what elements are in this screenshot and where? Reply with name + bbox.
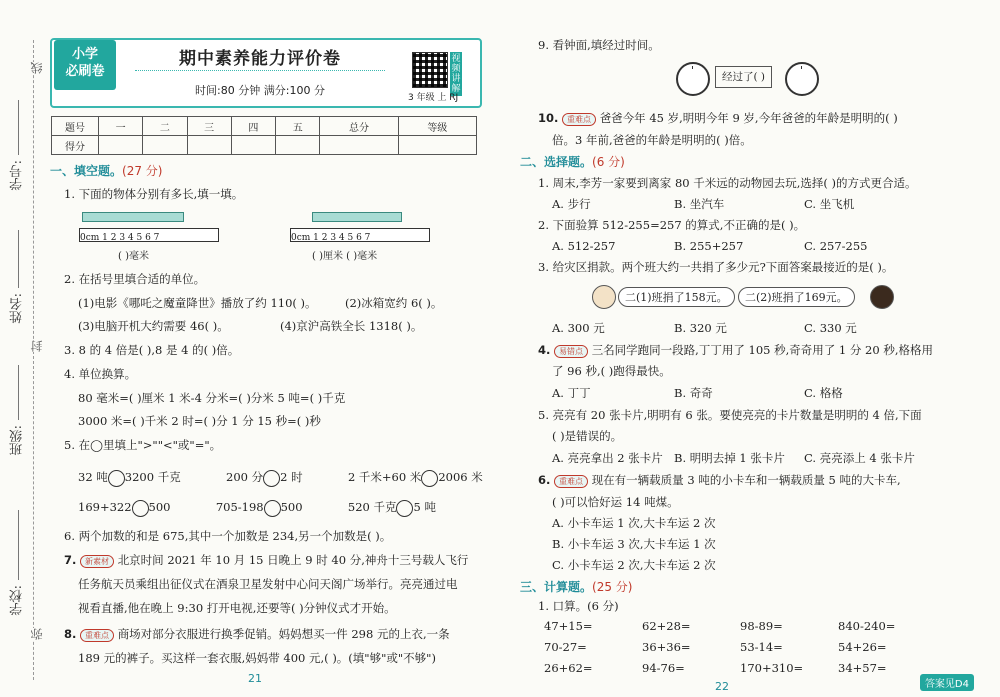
qr-code-icon[interactable]: [412, 52, 448, 88]
score-cell: 一: [99, 117, 143, 136]
choice-6: 6. 重难点 现在有一辆载质量 3 吨的小卡车和一辆载质量 5 吨的大卡车,: [538, 473, 901, 487]
school-label: 学校:: [10, 585, 25, 616]
choice-3-options: [552, 320, 857, 336]
answer-reference-badge: 答案见D4: [920, 674, 974, 691]
question-1: 1. 下面的物体分别有多长,填一填。: [64, 187, 244, 201]
calc-item[interactable]: 36+36=: [642, 640, 691, 654]
question-6[interactable]: 6. 两个加数的和是 675,其中一个加数是 234,另一个加数是( )。: [64, 529, 392, 543]
choice-5: 5. 亮亮有 20 张卡片,明明有 6 张。要使亮亮的卡片数量是明明的 4 倍,下面: [538, 408, 922, 422]
section-2-title: 二、选择题。: [520, 155, 593, 169]
score-input-cell[interactable]: [320, 136, 398, 155]
answer-blank-cm-mm[interactable]: ( )厘米 ( )毫米: [312, 251, 378, 262]
error-prone-tag: 易错点: [554, 345, 588, 358]
option-c[interactable]: C. 亮亮添上 4 张卡片: [804, 451, 915, 465]
ruler-1-labels: 0cm 1 2 3 4 5 6 7: [80, 233, 160, 243]
page-number-left: 21: [248, 672, 262, 685]
page-number-right: 22: [715, 680, 729, 693]
compare-left: 32 吨: [78, 470, 108, 484]
question-10-line-2[interactable]: 倍。3 年前,爸爸的年龄是明明的( )倍。: [552, 133, 752, 147]
section-3-heading: [520, 578, 632, 595]
option-c[interactable]: C. 格格: [804, 386, 843, 400]
new-material-tag: 新素材: [80, 555, 114, 568]
calc-item[interactable]: 62+28=: [642, 619, 691, 633]
time-score-info: 时间:80 分钟 满分:100 分: [195, 84, 325, 97]
question-10-line-1: 爸爸今年 45 岁,明明今年 9 岁,今年爸爸的年龄是明明的( ): [599, 111, 898, 125]
compare-circle[interactable]: [132, 500, 149, 517]
option-a[interactable]: A. 512-257: [552, 239, 616, 253]
question-5: 5. 在◯里填上">""<"或"="。: [64, 438, 222, 452]
calc-row: [544, 639, 887, 655]
compare-right: 3200 千克: [124, 470, 181, 484]
compare-circle[interactable]: [263, 470, 280, 487]
compare-circle[interactable]: [421, 470, 438, 487]
choice-1-options: [552, 196, 854, 212]
score-cell: 四: [231, 117, 275, 136]
section-3-points: (25 分): [592, 580, 633, 594]
calc-item[interactable]: 47+15=: [544, 619, 593, 633]
option-a[interactable]: A. 丁丁: [552, 386, 591, 400]
option-b[interactable]: B. 坐汽车: [674, 197, 725, 211]
brand-line-1: 小学: [71, 47, 98, 62]
student-id-blank[interactable]: [18, 100, 19, 155]
gutter-line-mark: 线: [30, 62, 44, 74]
score-input-cell[interactable]: [231, 136, 275, 155]
score-input-cell[interactable]: [398, 136, 476, 155]
choice-4: 4. 易错点 三名同学跑同一段路,丁丁用了 105 秒,奇奇用了 1 分 20 秒,格格用: [538, 343, 933, 357]
binding-line: [33, 40, 34, 680]
question-9: 9. 看钟面,填经过时间。: [538, 38, 660, 52]
section-2-points: (6 分): [592, 155, 625, 169]
question-8-line-1: 商场对部分衣服进行换季促销。妈妈想买一件 298 元的上衣,一条: [117, 627, 450, 641]
choice-4-line-1: 三名同学跑同一段路,丁丁用了 105 秒,奇奇用了 1 分 20 秒,格格用: [591, 343, 933, 357]
question-2-a[interactable]: (1)电影《哪吒之魔童降世》播放了约 110( )。: [78, 296, 317, 310]
choice-6-line-1: 现在有一辆载质量 3 吨的小卡车和一辆载质量 5 吨的大卡车,: [591, 473, 901, 487]
option-c[interactable]: C. 330 元: [804, 321, 857, 335]
choice-5-options: [552, 450, 915, 466]
gutter-bind-mark: 弥: [30, 628, 44, 640]
compare-left: 705-198: [215, 500, 264, 514]
question-2-c[interactable]: (3)电脑开机大约需要 46( )。: [78, 319, 229, 333]
score-input-cell[interactable]: [99, 136, 143, 155]
name-label: 姓名:: [10, 293, 25, 324]
choice-4-line-2[interactable]: 了 96 秒,( )跑得最快。: [552, 364, 671, 378]
compare-right: 2006 米: [438, 470, 483, 484]
girl-avatar: [870, 285, 894, 309]
elapsed-time-box[interactable]: 经过了( ): [715, 66, 772, 88]
question-4-row-1[interactable]: 80 毫米=( )厘米 1 米-4 分米=( )分米 5 吨=( )千克: [78, 391, 346, 405]
key-difficulty-tag: 重难点: [80, 629, 114, 642]
score-cell: 五: [276, 117, 320, 136]
calc-item[interactable]: 98-89=: [740, 619, 783, 633]
ruler-2-labels: 0cm 1 2 3 4 5 6 7: [291, 233, 371, 243]
choice-2-options: [552, 238, 868, 254]
option-c[interactable]: C. 257-255: [804, 239, 868, 253]
score-cell: 题号: [52, 117, 99, 136]
compare-left: 169+322: [78, 500, 132, 514]
question-2-b[interactable]: (2)冰箱宽约 6( )。: [345, 296, 443, 310]
pencil-image: [312, 212, 402, 222]
compare-left: 520 千克: [347, 500, 397, 514]
class-blank[interactable]: [18, 365, 19, 420]
score-cell: 三: [187, 117, 231, 136]
option-c[interactable]: C. 坐飞机: [804, 197, 855, 211]
question-4: 4. 单位换算。: [64, 367, 137, 381]
compare-row-1: [78, 469, 483, 487]
option-b[interactable]: B. 明明去掉 1 张卡片: [674, 451, 785, 465]
calc-1: 1. 口算。(6 分): [538, 599, 619, 613]
compare-right: 2 时: [280, 470, 303, 484]
question-7-line-2: 任务航天员乘组出征仪式在酒泉卫星发射中心问天阁广场举行。亮亮通过电: [78, 577, 458, 591]
answer-blank-mm[interactable]: ( )毫米: [118, 251, 149, 262]
calc-item[interactable]: 70-27=: [544, 640, 587, 654]
score-table-score-row: [52, 136, 477, 155]
score-cell: 总分: [320, 117, 398, 136]
question-3[interactable]: 3. 8 的 4 倍是( ),8 是 4 的( )倍。: [64, 343, 240, 357]
brand-line-2: 必刷卷: [65, 64, 105, 79]
choice-5-line-2[interactable]: ( )是错误的。: [552, 429, 623, 443]
section-1-points: (27 分): [122, 164, 163, 178]
brand-logo: [54, 40, 116, 90]
score-cell: 等级: [398, 117, 476, 136]
boy-avatar: [592, 285, 616, 309]
compare-circle[interactable]: [264, 500, 281, 517]
compare-circle[interactable]: [396, 500, 413, 517]
compare-left: 2 千米+60 米: [347, 470, 422, 484]
question-2-d[interactable]: (4)京沪高铁全长 1318( )。: [280, 319, 423, 333]
option-b[interactable]: B. 奇奇: [674, 386, 713, 400]
gutter-seal-mark: 封: [30, 340, 44, 352]
question-7-line-1: 北京时间 2021 年 10 月 15 日晚上 9 时 40 分,神舟十三号载人飞行: [117, 553, 469, 567]
key-difficulty-tag: 重难点: [562, 113, 596, 126]
question-7[interactable]: 7. 新素材 北京时间 2021 年 10 月 15 日晚上 9 时 40 分,神舟十三号载人飞行: [64, 553, 469, 567]
question-8-line-2[interactable]: 189 元的裤子。买这样一套衣服,妈妈带 400 元,( )。(填"够"或"不够"): [78, 651, 436, 665]
section-1-heading: [50, 162, 162, 179]
calc-row: [544, 660, 887, 676]
clock-icon-start: [676, 62, 710, 96]
score-input-cell[interactable]: [143, 136, 187, 155]
compare-right: 500: [148, 500, 171, 514]
choice-2: 2. 下面验算 512-255=257 的算式,不正确的是( )。: [538, 218, 806, 232]
calc-item[interactable]: 26+62=: [544, 661, 593, 675]
question-7-line-3[interactable]: 视看直播,他在晚上 9:30 打开电视,还要等( )分钟仪式才开始。: [78, 601, 396, 615]
choice-6-option-c[interactable]: C. 小卡车运 2 次,大卡车运 2 次: [552, 558, 716, 572]
option-b[interactable]: B. 255+257: [674, 239, 744, 253]
score-cell: 得分: [52, 136, 99, 155]
option-a[interactable]: A. 300 元: [552, 321, 605, 335]
calc-item[interactable]: 54+26=: [838, 640, 887, 654]
calc-item[interactable]: 840-240=: [838, 619, 896, 633]
compare-right: 5 吨: [413, 500, 436, 514]
right-page: [500, 0, 1000, 697]
choice-6-option-a[interactable]: A. 小卡车运 1 次,大卡车运 2 次: [552, 516, 716, 530]
section-2-heading: [520, 153, 625, 170]
question-4-row-2[interactable]: 3000 米=( )千米 2 时=( )分 1 分 15 秒=( )秒: [78, 414, 321, 428]
score-input-cell[interactable]: [187, 136, 231, 155]
section-3-title: 三、计算题。: [520, 580, 593, 594]
name-blank[interactable]: [18, 230, 19, 288]
video-explain-label: 视频讲解: [451, 54, 461, 94]
score-table: [51, 116, 477, 155]
compare-row-2: [78, 499, 436, 517]
title-divider: [135, 70, 385, 71]
question-2: 2. 在括号里填合适的单位。: [64, 272, 206, 286]
grade-label: 3 年级 上 RJ: [408, 93, 459, 103]
option-a[interactable]: A. 亮亮拿出 2 张卡片: [552, 451, 663, 465]
score-input-cell[interactable]: [276, 136, 320, 155]
calc-item[interactable]: 53-14=: [740, 640, 783, 654]
compare-circle[interactable]: [108, 470, 125, 487]
score-cell: 二: [143, 117, 187, 136]
question-8[interactable]: 8. 重难点 商场对部分衣服进行换季促销。妈妈想买一件 298 元的上衣,一条: [64, 627, 450, 641]
clock-icon-end: [785, 62, 819, 96]
speech-bubble-class-2: 二(2)班捐了169元。: [738, 287, 855, 307]
choice-6-option-b[interactable]: B. 小卡车运 3 次,大卡车运 1 次: [552, 537, 716, 551]
question-10[interactable]: 10. 重难点 爸爸今年 45 岁,明明今年 9 岁,今年爸爸的年龄是明明的( ): [538, 111, 898, 125]
compare-right: 500: [280, 500, 303, 514]
key-difficulty-tag: 重难点: [554, 475, 588, 488]
student-id-label: 学号:: [10, 160, 25, 191]
choice-6-line-2[interactable]: ( )可以恰好运 14 吨煤。: [552, 495, 679, 509]
choice-4-options: [552, 385, 843, 401]
calc-item[interactable]: 170+310=: [740, 661, 804, 675]
pencil-image: [82, 212, 184, 222]
calc-item[interactable]: 94-76=: [642, 661, 685, 675]
section-1-title: 一、填空题。: [50, 164, 123, 178]
calc-item[interactable]: 34+57=: [838, 661, 887, 675]
option-a[interactable]: A. 步行: [552, 197, 591, 211]
option-b[interactable]: B. 320 元: [674, 321, 727, 335]
speech-bubble-class-1: 二(1)班捐了158元。: [618, 287, 735, 307]
exam-title: 期中素养能力评价卷: [179, 49, 341, 69]
choice-3: 3. 给灾区捐款。两个班大约一共捐了多少元?下面答案最接近的是( )。: [538, 260, 894, 274]
class-label: 班级:: [10, 425, 25, 456]
compare-left: 200 分: [226, 470, 264, 484]
calc-row: [544, 618, 895, 634]
school-blank[interactable]: [18, 510, 19, 580]
choice-1: 1. 周末,李芳一家要到离家 80 千米远的动物园去玩,选择( )的方式更合适。: [538, 176, 917, 190]
score-table-header-row: [52, 117, 477, 136]
